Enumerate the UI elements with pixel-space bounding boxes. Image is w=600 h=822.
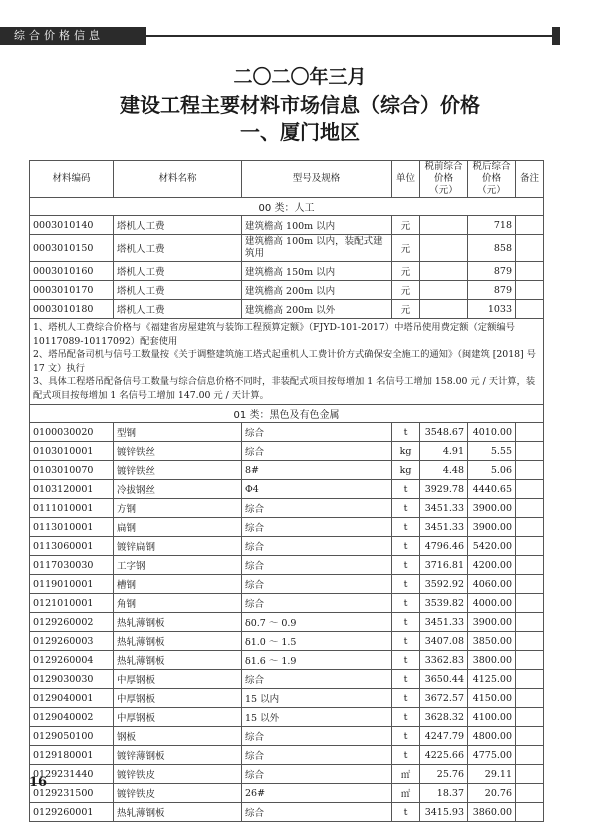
cell-name: 钢板 [114,727,242,746]
cell-spec: 综合 [242,537,392,556]
cell-pretax: 25.76 [420,765,468,784]
cell-unit: t [392,727,420,746]
table-row [30,594,544,613]
table-row [30,670,544,689]
cell-name: 镀锌薄钢板 [114,746,242,765]
cell-spec: 综合 [242,556,392,575]
cell-note [516,784,544,803]
cell-note [516,765,544,784]
cell-unit: t [392,670,420,689]
cell-unit: ㎡ [392,765,420,784]
cell-code: 0129231500 [30,784,114,803]
cell-code: 0113010001 [30,518,114,537]
cell-spec: 综合 [242,727,392,746]
cell-spec: 建筑檐高 100m 以内 [242,216,392,235]
cell-spec: 综合 [242,442,392,461]
col-header-pretax: 税前综合价格（元） [420,161,468,198]
section-notes: 1、塔机人工费综合价格与《福建省房屋建筑与装饰工程预算定额》（FJYD-101-2017）中塔吊使用费定额（定额编号 10117089-10117092）配套使用 2、塔吊配备司机与信号工数量按《关于调整建筑施工塔式起重机人工费计价方式确保安全施工的通知》（闽建筑 [2018] 号 17 文）执行 3、具体工程塔吊配备信号工数量与综合信息价格不同时，非装配式项目按每增加 1 名信号工增加 158.00 元 / 天计算，装配式项目按每增加 1 名信号工增加 147.00 元 / 天计算。 [30,319,544,405]
cell-posttax: 3800.00 [468,651,516,670]
cell-posttax: 4440.65 [468,480,516,499]
cell-posttax: 858 [468,235,516,262]
cell-note [516,300,544,319]
cell-name: 镀锌铁丝 [114,442,242,461]
cell-unit: t [392,480,420,499]
cell-pretax: 3672.57 [420,689,468,708]
table-row [30,423,544,442]
cell-unit: t [392,594,420,613]
cell-note [516,216,544,235]
cell-pretax: 3362.83 [420,651,468,670]
cell-code: 0129180001 [30,746,114,765]
cell-name: 热轧薄钢板 [114,632,242,651]
cell-posttax: 3900.00 [468,613,516,632]
table-row [30,708,544,727]
cell-posttax: 29.11 [468,765,516,784]
cell-posttax: 20.76 [468,784,516,803]
cell-pretax [420,300,468,319]
cell-code: 0100030020 [30,423,114,442]
cell-spec: 综合 [242,518,392,537]
title-main: 建设工程主要材料市场信息（综合）价格 [120,93,480,117]
cell-name: 塔机人工费 [114,235,242,262]
cell-code: 0003010150 [30,235,114,262]
cell-spec: 综合 [242,803,392,822]
cell-name: 塔机人工费 [114,216,242,235]
cell-pretax: 3451.33 [420,518,468,537]
cell-pretax: 4225.66 [420,746,468,765]
table-row [30,803,544,822]
table-header-row [30,161,544,198]
col-header-spec: 型号及规格 [242,161,392,198]
cell-code: 0129260004 [30,651,114,670]
cell-pretax: 3415.93 [420,803,468,822]
cell-name: 镀锌铁皮 [114,765,242,784]
cell-unit: 元 [392,262,420,281]
cell-note [516,537,544,556]
cell-posttax: 4125.00 [468,670,516,689]
page-number: 16 [29,775,48,790]
cell-code: 0003010170 [30,281,114,300]
cell-spec: 建筑檐高 150m 以内 [242,262,392,281]
cell-code: 0129260002 [30,613,114,632]
price-table-container [29,160,543,822]
cell-posttax: 3850.00 [468,632,516,651]
cell-spec: 综合 [242,765,392,784]
cell-posttax: 4150.00 [468,689,516,708]
cell-posttax: 718 [468,216,516,235]
section-heading: 01 类：黑色及有色金属 [30,405,544,423]
cell-posttax: 4000.00 [468,594,516,613]
cell-name: 中厚钢板 [114,689,242,708]
cell-unit: 元 [392,300,420,319]
table-row [30,746,544,765]
cell-name: 方钢 [114,499,242,518]
cell-unit: t [392,632,420,651]
cell-name: 塔机人工费 [114,262,242,281]
cell-spec: 综合 [242,499,392,518]
cell-code: 0117030030 [30,556,114,575]
cell-pretax: 3592.92 [420,575,468,594]
cell-unit: t [392,689,420,708]
cell-name: 工字钢 [114,556,242,575]
cell-spec: 综合 [242,575,392,594]
cell-note [516,746,544,765]
cell-posttax: 4010.00 [468,423,516,442]
cell-note [516,281,544,300]
cell-pretax: 3451.33 [420,499,468,518]
cell-posttax: 879 [468,281,516,300]
cell-posttax: 3900.00 [468,499,516,518]
cell-posttax: 879 [468,262,516,281]
cell-name: 塔机人工费 [114,281,242,300]
cell-pretax: 3650.44 [420,670,468,689]
notes-row [30,319,544,405]
cell-spec: 15 以内 [242,689,392,708]
table-row [30,537,544,556]
table-body [30,198,544,822]
cell-name: 型钢 [114,423,242,442]
cell-spec: 综合 [242,594,392,613]
cell-unit: t [392,518,420,537]
table-row [30,235,544,262]
cell-spec: 建筑檐高 100m 以内，装配式建筑用 [242,235,392,262]
cell-note [516,613,544,632]
cell-spec: 综合 [242,423,392,442]
title-region: 一、厦门地区 [240,120,360,144]
cell-code: 0003010140 [30,216,114,235]
cell-note [516,594,544,613]
table-row [30,689,544,708]
cell-note [516,518,544,537]
cell-code: 0129260003 [30,632,114,651]
cell-pretax: 3539.82 [420,594,468,613]
cell-spec: δ1.6 ～ 1.9 [242,651,392,670]
cell-name: 热轧薄钢板 [114,803,242,822]
cell-unit: t [392,746,420,765]
cell-name: 扁钢 [114,518,242,537]
cell-pretax: 3628.32 [420,708,468,727]
cell-unit: t [392,613,420,632]
cell-unit: 元 [392,235,420,262]
cell-posttax: 5.06 [468,461,516,480]
cell-note [516,262,544,281]
cell-posttax: 4060.00 [468,575,516,594]
cell-note [516,689,544,708]
header-end-block [552,27,560,45]
table-row [30,518,544,537]
cell-pretax: 3716.81 [420,556,468,575]
table-row [30,575,544,594]
cell-name: 镀锌铁皮 [114,784,242,803]
cell-note [516,442,544,461]
cell-name: 中厚钢板 [114,670,242,689]
cell-unit: t [392,575,420,594]
cell-code: 0129040002 [30,708,114,727]
table-row [30,765,544,784]
cell-posttax: 4775.00 [468,746,516,765]
cell-code: 0129050100 [30,727,114,746]
table-row [30,784,544,803]
cell-pretax [420,281,468,300]
cell-unit: t [392,651,420,670]
cell-unit: ㎡ [392,784,420,803]
cell-name: 热轧薄钢板 [114,651,242,670]
cell-pretax: 4.91 [420,442,468,461]
cell-pretax [420,235,468,262]
table-row [30,499,544,518]
cell-posttax: 4100.00 [468,708,516,727]
section-heading: 00 类：人工 [30,198,544,216]
cell-code: 0003010160 [30,262,114,281]
cell-unit: t [392,499,420,518]
table-row [30,281,544,300]
table-row [30,461,544,480]
table-row [30,632,544,651]
cell-spec: δ1.0 ～ 1.5 [242,632,392,651]
cell-pretax: 4247.79 [420,727,468,746]
cell-posttax: 5.55 [468,442,516,461]
table-row [30,442,544,461]
cell-name: 塔机人工费 [114,300,242,319]
cell-note [516,235,544,262]
cell-spec: 15 以外 [242,708,392,727]
cell-spec: Φ4 [242,480,392,499]
cell-pretax: 4.48 [420,461,468,480]
col-header-posttax: 税后综合价格（元） [468,161,516,198]
cell-unit: t [392,556,420,575]
cell-posttax: 5420.00 [468,537,516,556]
cell-note [516,803,544,822]
cell-pretax: 18.37 [420,784,468,803]
cell-unit: kg [392,442,420,461]
cell-spec: δ0.7 ～ 0.9 [242,613,392,632]
cell-code: 0003010180 [30,300,114,319]
header-rule [146,35,560,37]
cell-posttax: 3900.00 [468,518,516,537]
cell-pretax: 3407.08 [420,632,468,651]
cell-pretax [420,216,468,235]
section-header-bar [0,27,146,45]
table-row [30,300,544,319]
cell-name: 槽钢 [114,575,242,594]
cell-name: 角钢 [114,594,242,613]
cell-spec: 建筑檐高 200m 以外 [242,300,392,319]
cell-spec: 8# [242,461,392,480]
table-row [30,262,544,281]
cell-unit: t [392,537,420,556]
table-row [30,727,544,746]
cell-code: 0129040001 [30,689,114,708]
cell-note [516,423,544,442]
col-header-name: 材料名称 [114,161,242,198]
cell-name: 冷拔钢丝 [114,480,242,499]
cell-posttax: 3860.00 [468,803,516,822]
cell-pretax: 4796.46 [420,537,468,556]
cell-spec: 26# [242,784,392,803]
cell-code: 0129231440 [30,765,114,784]
cell-spec: 综合 [242,746,392,765]
col-header-unit: 单位 [392,161,420,198]
section-heading-row [30,405,544,423]
cell-unit: t [392,423,420,442]
table-row [30,651,544,670]
cell-unit: t [392,803,420,822]
cell-pretax [420,262,468,281]
cell-posttax: 4200.00 [468,556,516,575]
table-row [30,613,544,632]
cell-name: 镀锌铁丝 [114,461,242,480]
cell-note [516,499,544,518]
cell-spec: 建筑檐高 200m 以内 [242,281,392,300]
cell-code: 0121010001 [30,594,114,613]
cell-code: 0103010001 [30,442,114,461]
table-row [30,216,544,235]
cell-code: 0129260001 [30,803,114,822]
cell-note [516,575,544,594]
cell-unit: kg [392,461,420,480]
cell-spec: 综合 [242,670,392,689]
cell-note [516,727,544,746]
cell-code: 0103120001 [30,480,114,499]
cell-note [516,708,544,727]
cell-code: 0113060001 [30,537,114,556]
section-heading-row [30,198,544,216]
cell-posttax: 1033 [468,300,516,319]
cell-posttax: 4800.00 [468,727,516,746]
col-header-code: 材料编码 [30,161,114,198]
cell-name: 中厚钢板 [114,708,242,727]
cell-code: 0129030030 [30,670,114,689]
table-row [30,480,544,499]
cell-code: 0103010070 [30,461,114,480]
cell-name: 镀锌扁钢 [114,537,242,556]
cell-pretax: 3451.33 [420,613,468,632]
col-header-note: 备注 [516,161,544,198]
table-row [30,556,544,575]
cell-note [516,632,544,651]
cell-note [516,670,544,689]
cell-unit: t [392,708,420,727]
cell-pretax: 3548.67 [420,423,468,442]
title-date: 二〇二〇年三月 [233,66,367,88]
price-table [29,160,544,822]
section-label: 综合价格信息 [14,29,104,42]
cell-pretax: 3929.78 [420,480,468,499]
cell-unit: 元 [392,216,420,235]
cell-note [516,480,544,499]
cell-note [516,651,544,670]
cell-unit: 元 [392,281,420,300]
cell-note [516,556,544,575]
cell-name: 热轧薄钢板 [114,613,242,632]
cell-note [516,461,544,480]
cell-code: 0119010001 [30,575,114,594]
cell-code: 0111010001 [30,499,114,518]
